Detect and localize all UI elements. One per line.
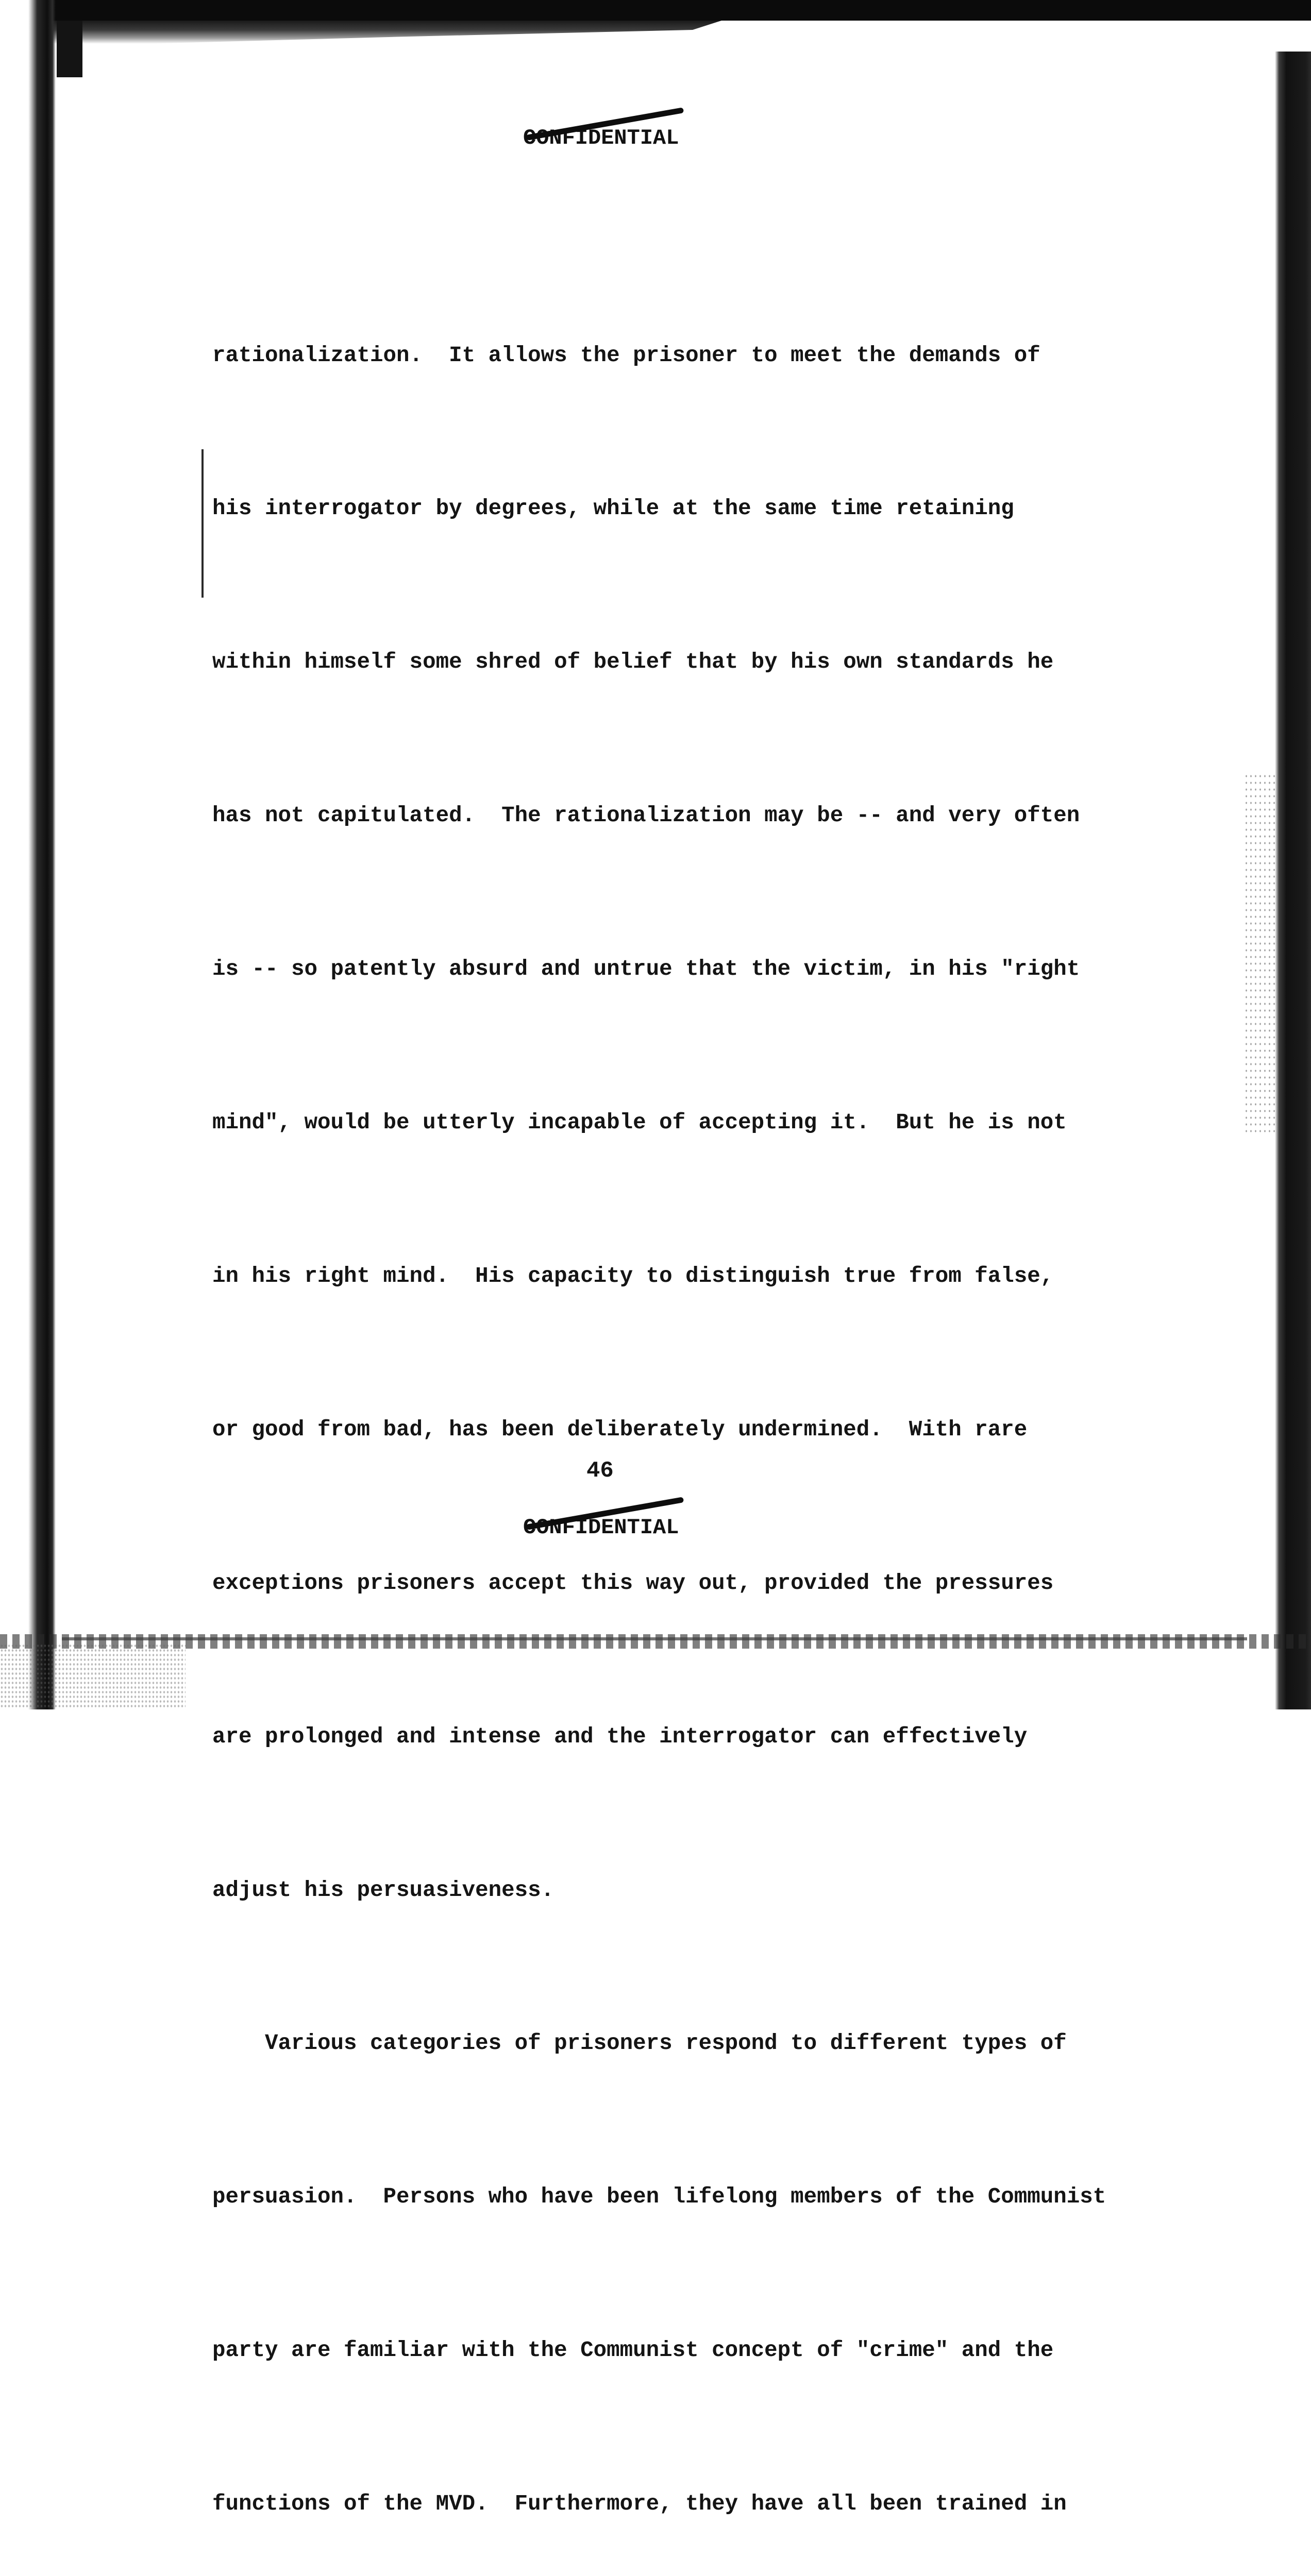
document-body (212, 228, 1109, 2576)
confidential-stamp-bottom-text: CONFIDENTIAL (523, 1515, 679, 1540)
body-line: Various categories of prisoners respond to different types of (212, 2031, 1067, 2056)
body-line: mind", would be utterly incapable of accepting it. But he is not (212, 1110, 1067, 1136)
body-line: has not capitulated. The rationalization may be -- and very often (212, 803, 1080, 828)
margin-mark-line (201, 449, 204, 598)
body-line: his interrogator by degrees, while at the same time retaining (212, 496, 1014, 521)
body-line: exceptions prisoners accept this way out, provided the pressures (212, 1570, 1054, 1596)
body-line: party are familiar with the Communist concept of "crime" and the (212, 2338, 1054, 2363)
body-line: or good from bad, has been deliberately undermined. With rare (212, 1417, 1028, 1442)
body-line: functions of the MVD. Furthermore, they have all been trained in (212, 2492, 1067, 2517)
scan-border-left (0, 0, 56, 1709)
confidential-stamp-top-text: CONFIDENTIAL (523, 126, 679, 150)
scan-noise-bottom-left (0, 1643, 186, 1709)
scan-border-right (1275, 52, 1311, 1709)
confidential-stamp-top (523, 123, 688, 154)
body-line: is -- so patently absurd and untrue that the victim, in his "right (212, 957, 1080, 982)
body-line: are prolonged and intense and the interrogator can effectively (212, 1724, 1028, 1749)
body-line: within himself some shred of belief that by his own standards he (212, 650, 1054, 675)
page-number: 46 (586, 1458, 614, 1484)
body-line: rationalization. It allows the prisoner to meet the demands of (212, 343, 1040, 368)
body-line: adjust his persuasiveness. (212, 1877, 554, 1903)
scan-border-left-corner (57, 21, 82, 77)
body-line: persuasion. Persons who have been lifelong members of the Communist (212, 2184, 1106, 2210)
confidential-stamp-bottom (523, 1512, 688, 1543)
scan-border-top-shadow (0, 21, 721, 44)
body-line: in his right mind. His capacity to distinguish true from false, (212, 1263, 1054, 1289)
scan-noise-right (1244, 773, 1275, 1133)
scan-border-top (0, 0, 1311, 21)
